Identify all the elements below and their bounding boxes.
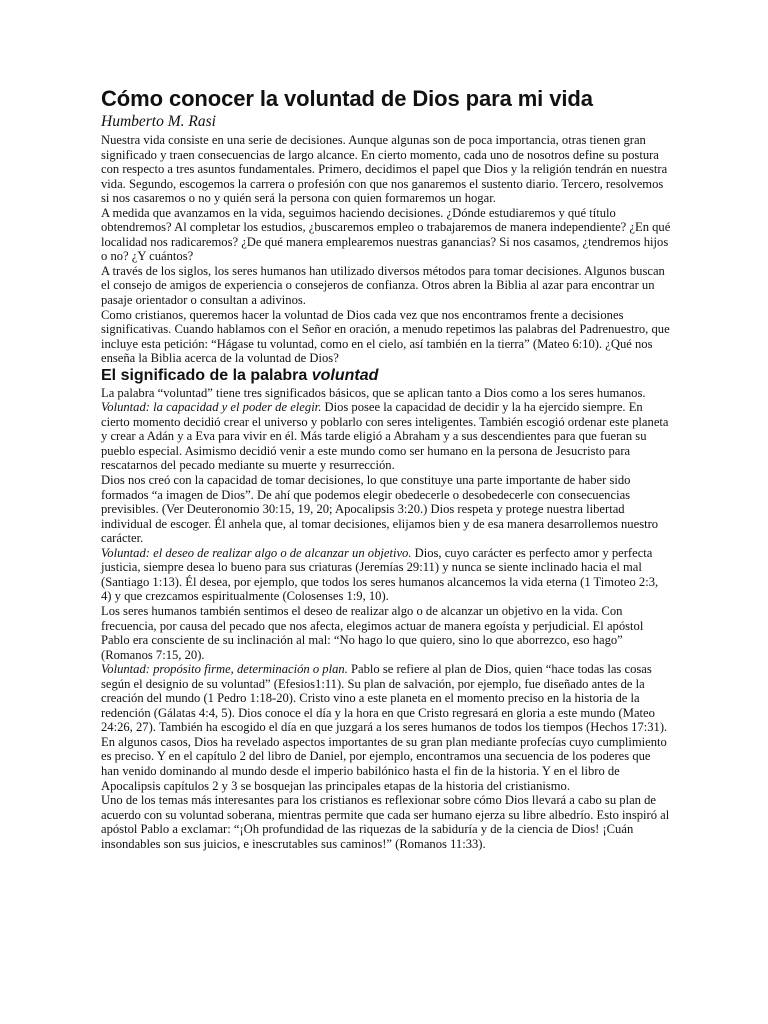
section-paragraph-5: Los seres humanos también sentimos el deseo de realizar algo o de alcanzar un objetivo en la vida. Con frecuencia, por causa del pecado que nos afecta, elegimos actuar de manera egoísta y perjudicial. El apóstol Pablo era consciente de su inclinación al mal: “No hago lo que quiero, sino lo que aborrezco, eso hago” (Romanos 7:15, 20). xyxy=(101,603,644,662)
section-paragraph-7: Uno de los temas más interesantes para los cristianos es reflexionar sobre cómo Dios llevará a cabo su plan de acuerdo con su voluntad soberana, mientras permite que cada ser humano ejerza su libre albedrío. Esto inspiró al apóstol Pablo a exclamar: “¡Oh profundidad de las riquezas de la sabiduría y de la ciencia de Dios! ¡Cuán insondables son sus juicios, e inescrutables sus caminos!” (Romanos 11:33). xyxy=(101,793,670,851)
intro-paragraph-2: A medida que avanzamos en la vida, seguimos haciendo decisiones. ¿Dónde estudiaremos y qué título obtendremos? Al completar los estudios, ¿buscaremos empleo o trabajaremos de manera independiente? ¿En qué localidad nos radicaremos? ¿De qué manera emplearemos nuestras ganancias? Si nos casamos, ¿tendremos hijos o no? ¿Y cuántos? xyxy=(101,205,671,264)
definition-lead-3: Voluntad: propósito firme, determinación o plan. xyxy=(101,662,348,677)
section-paragraph-3: Dios nos creó con la capacidad de tomar decisiones, lo que constituye una parte importante de haber sido formados “a imagen de Dios”. De ahí que podemos elegir obedecerle o desobedecerle con consecuencias previsibles. (Ver Deuteronomio 30:15, 19, 20; Apocalipsis 3:20.) Dios respeta y protege nuestra libertad individual de escoger. Él anhela que, al tomar decisiones, elijamos bien y de esa manera desarrollemos nuestro carácter. xyxy=(101,473,659,546)
definition-body-1: Dios posee la capacidad de decidir y la ha ejercido siempre. En cierto momento decidió crear el universo y poblarlo con seres inteligentes. También escogió ordenar este planeta y crear a Adán y a Eva para vivir en él. Más tarde eligió a Abraham y a sus descendientes para que fueran su pueblo especial. Asimismo decidió venir a este mundo como ser humano en la persona de Jesucristo para rescatarnos del pecado mediante su muerte y resurrección. xyxy=(101,400,669,473)
definition-lead-2: Voluntad: el deseo de realizar algo o de alcanzar un objetivo. xyxy=(101,545,412,560)
definition-body-2: Dios, cuyo carácter es perfecto amor y perfecta justicia, siempre desea lo bueno para sus criaturas (Jeremías 29:11) y nunca se siente inclinado hacia el mal (Santiago 1:13). Él desea, por ejemplo, que todos los seres humanos alcancemos la vida eterna (1 Timoteo 2:3, 4) y que crezcamos espiritualmente (Colosenses 1:9, 10). xyxy=(101,545,659,604)
section-paragraph-1: La palabra “voluntad” tiene tres significados básicos, que se aplican tanto a Dios como a los seres humanos. xyxy=(101,385,646,400)
intro-paragraph-1: Nuestra vida consiste en una serie de decisiones. Aunque algunas son de poca importancia, otras tienen gran significado y traen consecuencias de largo alcance. En cierto momento, cada uno de nosotros define su postura con respecto a tres asuntos fundamentales. Primero, decidimos el papel que Dios y la religión tendrán en nuestra vida. Segundo, escogemos la carrera o profesión con que nos ganaremos el sustento diario. Tercero, resolvemos si nos casaremos o no y quién será la persona con quien formaremos un hogar. xyxy=(101,133,668,206)
definition-body-3: Pablo se refiere al plan de Dios, quien “hace todas las cosas según el designio de su voluntad” (Efesios1:11). Su plan de salvación, por ejemplo, fue diseñado antes de la creación del mundo (1 Pedro 1:18-20). Cristo vino a este planeta en el momento preciso en la historia de la redención (Gálatas 4:4, 5). Dios conoce el día y la hora en que Cristo regresará en gloria a este mundo (Mateo 24:26, 27). También ha escogido el día en que juzgará a los seres humanos de todos los tiempos (Hechos 17:31). En algunos casos, Dios ha revelado aspectos importantes de su gran plan mediante profecías cuyo cumplimiento es preciso. Y en el capítulo 2 del libro de Daniel, por ejemplo, encontramos una secuencia de los poderes que han venido dominando al mundo desde el imperio babilónico hasta el fin de la historia. Y en el libro de Apocalipsis capítulos 2 y 3 se bosquejan las principales etapas de la historia del cristianismo. xyxy=(101,662,668,793)
document-page xyxy=(101,86,671,851)
section-heading-text: El significado de la palabra xyxy=(101,366,312,384)
author-name: Humberto M. Rasi xyxy=(101,113,216,130)
definition-lead-1: Voluntad: la capacidad y el poder de elegir. xyxy=(101,400,322,415)
section-heading-emphasis: voluntad xyxy=(311,366,379,384)
section-paragraph-4 xyxy=(101,546,671,604)
document-title: Cómo conocer la voluntad de Dios para mi vida xyxy=(101,86,593,111)
section-paragraph-2 xyxy=(101,400,671,473)
intro-paragraph-3: A través de los siglos, los seres humanos han utilizado diversos métodos para tomar decisiones. Algunos buscan el consejo de amigos de experiencia o consejeros de confianza. Otros abren la Biblia al azar para encontrar un pasaje orientador o consultan a adivinos. xyxy=(101,263,665,308)
section-paragraph-6 xyxy=(101,662,671,793)
section-heading xyxy=(101,366,671,386)
intro-paragraph-4: Como cristianos, queremos hacer la voluntad de Dios cada vez que nos encontramos frente a decisiones significativas. Cuando hablamos con el Señor en oración, a menudo repetimos las palabras del Padrenuestro, que incluye esta petición: “Hágase tu voluntad, como en el cielo, así también en la tierra” (Mateo 6:10). ¿Qué nos enseña la Biblia acerca de la voluntad de Dios? xyxy=(101,307,670,366)
